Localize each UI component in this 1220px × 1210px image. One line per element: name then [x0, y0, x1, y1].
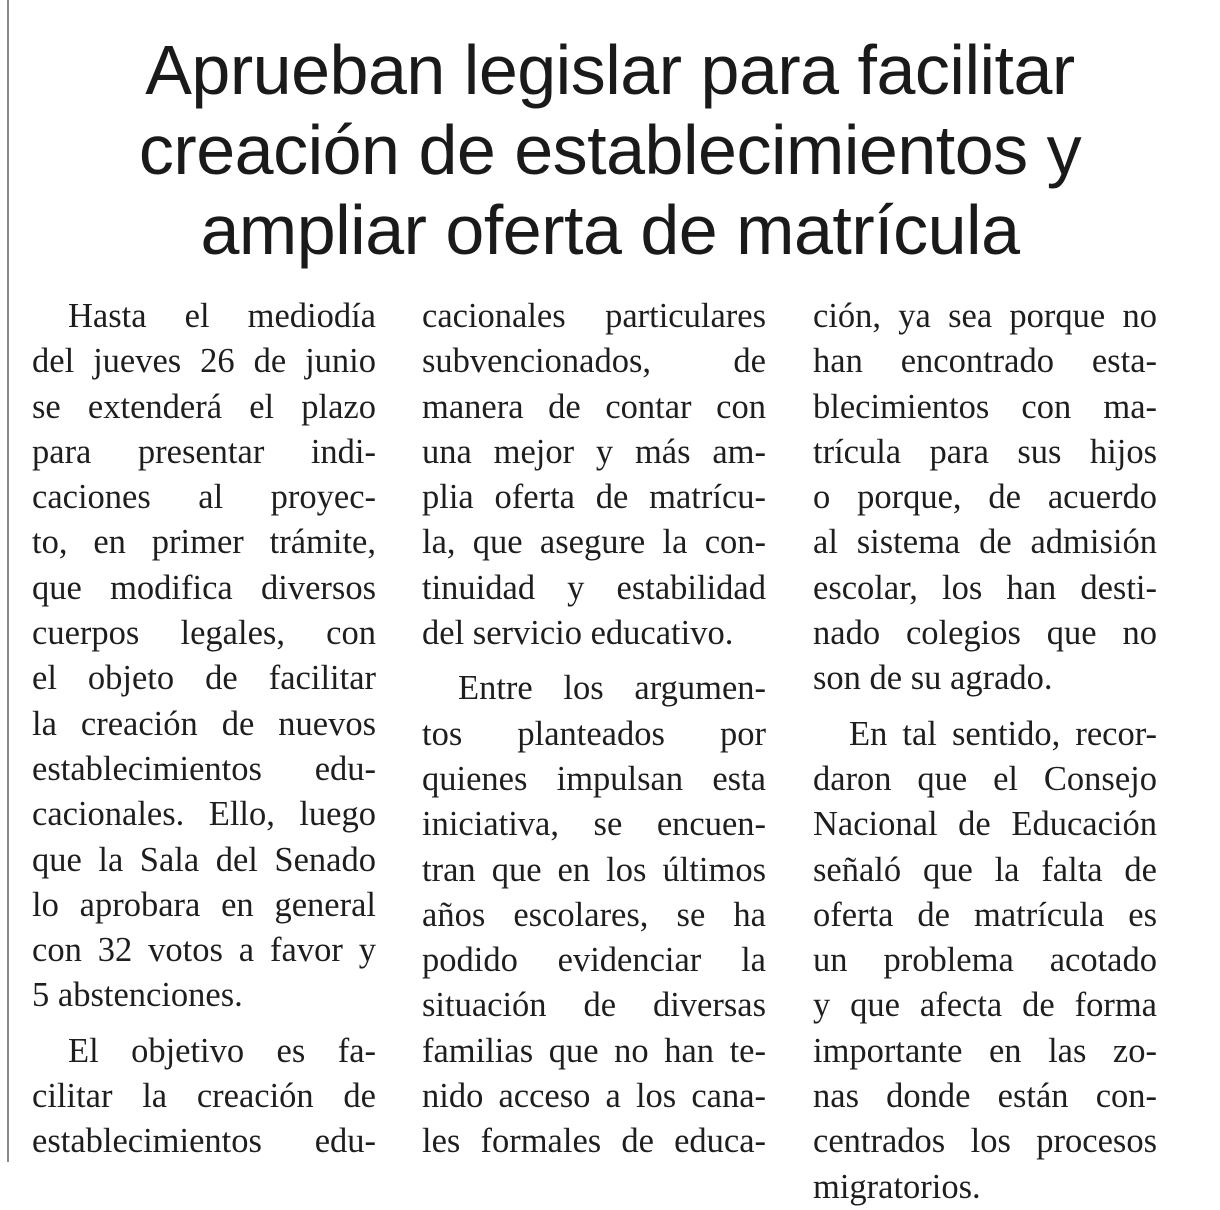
text-line: un problema acotado	[813, 941, 1157, 980]
text-line: son de su agrado.	[813, 659, 1053, 698]
article-paragraph	[32, 1029, 376, 1165]
text-line: del servicio educativo.	[422, 614, 734, 653]
text-line: migratorios.	[813, 1167, 981, 1206]
text-line: o porque, de acuerdo	[813, 478, 1157, 517]
text-line: centrados los procesos	[813, 1122, 1157, 1161]
article-paragraph	[813, 294, 1157, 702]
text-line: que la Sala del Senado	[32, 840, 376, 879]
text-line: una mejor y más am-	[422, 432, 766, 471]
text-line: subvencionados, de	[422, 342, 766, 381]
article-headline	[20, 30, 1200, 270]
headline-line-1: Aprueban legislar para facilitar	[145, 31, 1075, 109]
text-line: han encontrado esta-	[813, 342, 1157, 381]
text-line: establecimientos edu-	[32, 1122, 376, 1161]
text-line: cilitar la creación de	[32, 1077, 376, 1116]
text-line: caciones al proyec-	[32, 478, 376, 517]
article-column-1	[32, 294, 376, 1165]
text-line: 5 abstenciones.	[32, 976, 243, 1015]
text-line: señaló que la falta de	[813, 850, 1157, 889]
text-line: al sistema de admisión	[813, 523, 1157, 562]
text-line: Nacional de Educación	[813, 805, 1157, 844]
text-line: Hasta el mediodía	[68, 297, 376, 335]
text-line: importante en las zo-	[813, 1031, 1157, 1070]
headline-line-2: creación de establecimientos y	[138, 111, 1082, 189]
paragraph-gap	[813, 702, 1157, 712]
text-line: daron que el Consejo	[813, 759, 1157, 798]
paragraph-gap	[32, 1019, 376, 1029]
text-line: tran que en los últimos	[422, 850, 766, 889]
text-line: años escolares, se ha	[422, 895, 766, 934]
text-line: cacionales particulares	[422, 297, 766, 335]
text-line: para presentar indi-	[32, 432, 376, 471]
article-paragraph	[813, 712, 1157, 1210]
text-line: la, que asegure la con-	[422, 523, 766, 562]
text-line: situación de diversas	[422, 986, 766, 1025]
text-line: el objeto de facilitar	[32, 659, 376, 698]
text-line: la creación de nuevos	[32, 704, 376, 743]
text-line: manera de contar con	[422, 387, 766, 426]
text-line: lo aprobara en general	[32, 885, 376, 924]
article-paragraph	[32, 294, 376, 1019]
text-line: tinuidad y estabilidad	[422, 568, 766, 607]
text-line: les formales de educa-	[422, 1122, 766, 1161]
left-column-rule	[7, 0, 9, 1162]
text-line: nas donde están con-	[813, 1077, 1157, 1116]
text-line: podido evidenciar la	[422, 941, 766, 980]
text-line: con 32 votos a favor y	[32, 931, 376, 970]
text-line: cacionales. Ello, luego	[32, 795, 376, 834]
text-line: trícula para sus hijos	[813, 432, 1157, 471]
text-line: escolar, los han desti-	[813, 568, 1157, 607]
text-line: El objetivo es fa-	[68, 1031, 376, 1070]
text-line: del jueves 26 de junio	[32, 342, 376, 381]
text-line: Entre los argumen-	[458, 669, 766, 708]
text-line: blecimientos con ma-	[813, 387, 1157, 426]
text-line: establecimientos edu-	[32, 749, 376, 788]
text-line: cuerpos legales, con	[32, 614, 376, 653]
text-line: nado colegios que no	[813, 614, 1157, 653]
paragraph-gap	[422, 656, 766, 666]
text-line: En tal sentido, recor-	[849, 714, 1157, 753]
text-line: ción, ya sea porque no	[813, 297, 1157, 335]
text-line: familias que no han te-	[422, 1031, 766, 1070]
text-line: que modifica diversos	[32, 568, 376, 607]
text-line: quienes impulsan esta	[422, 759, 766, 798]
text-line: y que afecta de forma	[813, 986, 1157, 1025]
article-column-2	[422, 294, 766, 1165]
text-line: tos planteados por	[422, 714, 766, 753]
article-paragraph	[422, 666, 766, 1164]
text-line: iniciativa, se encuen-	[422, 805, 766, 844]
text-line: to, en primer trámite,	[32, 523, 376, 562]
text-line: plia oferta de matrícu-	[422, 478, 766, 517]
text-line: nido acceso a los cana-	[422, 1077, 766, 1116]
headline-line-3: ampliar oferta de matrícula	[200, 191, 1020, 269]
article-paragraph	[422, 294, 766, 656]
text-line: se extenderá el plazo	[32, 387, 376, 426]
article-column-3	[813, 294, 1157, 1210]
text-line: oferta de matrícula es	[813, 895, 1157, 934]
